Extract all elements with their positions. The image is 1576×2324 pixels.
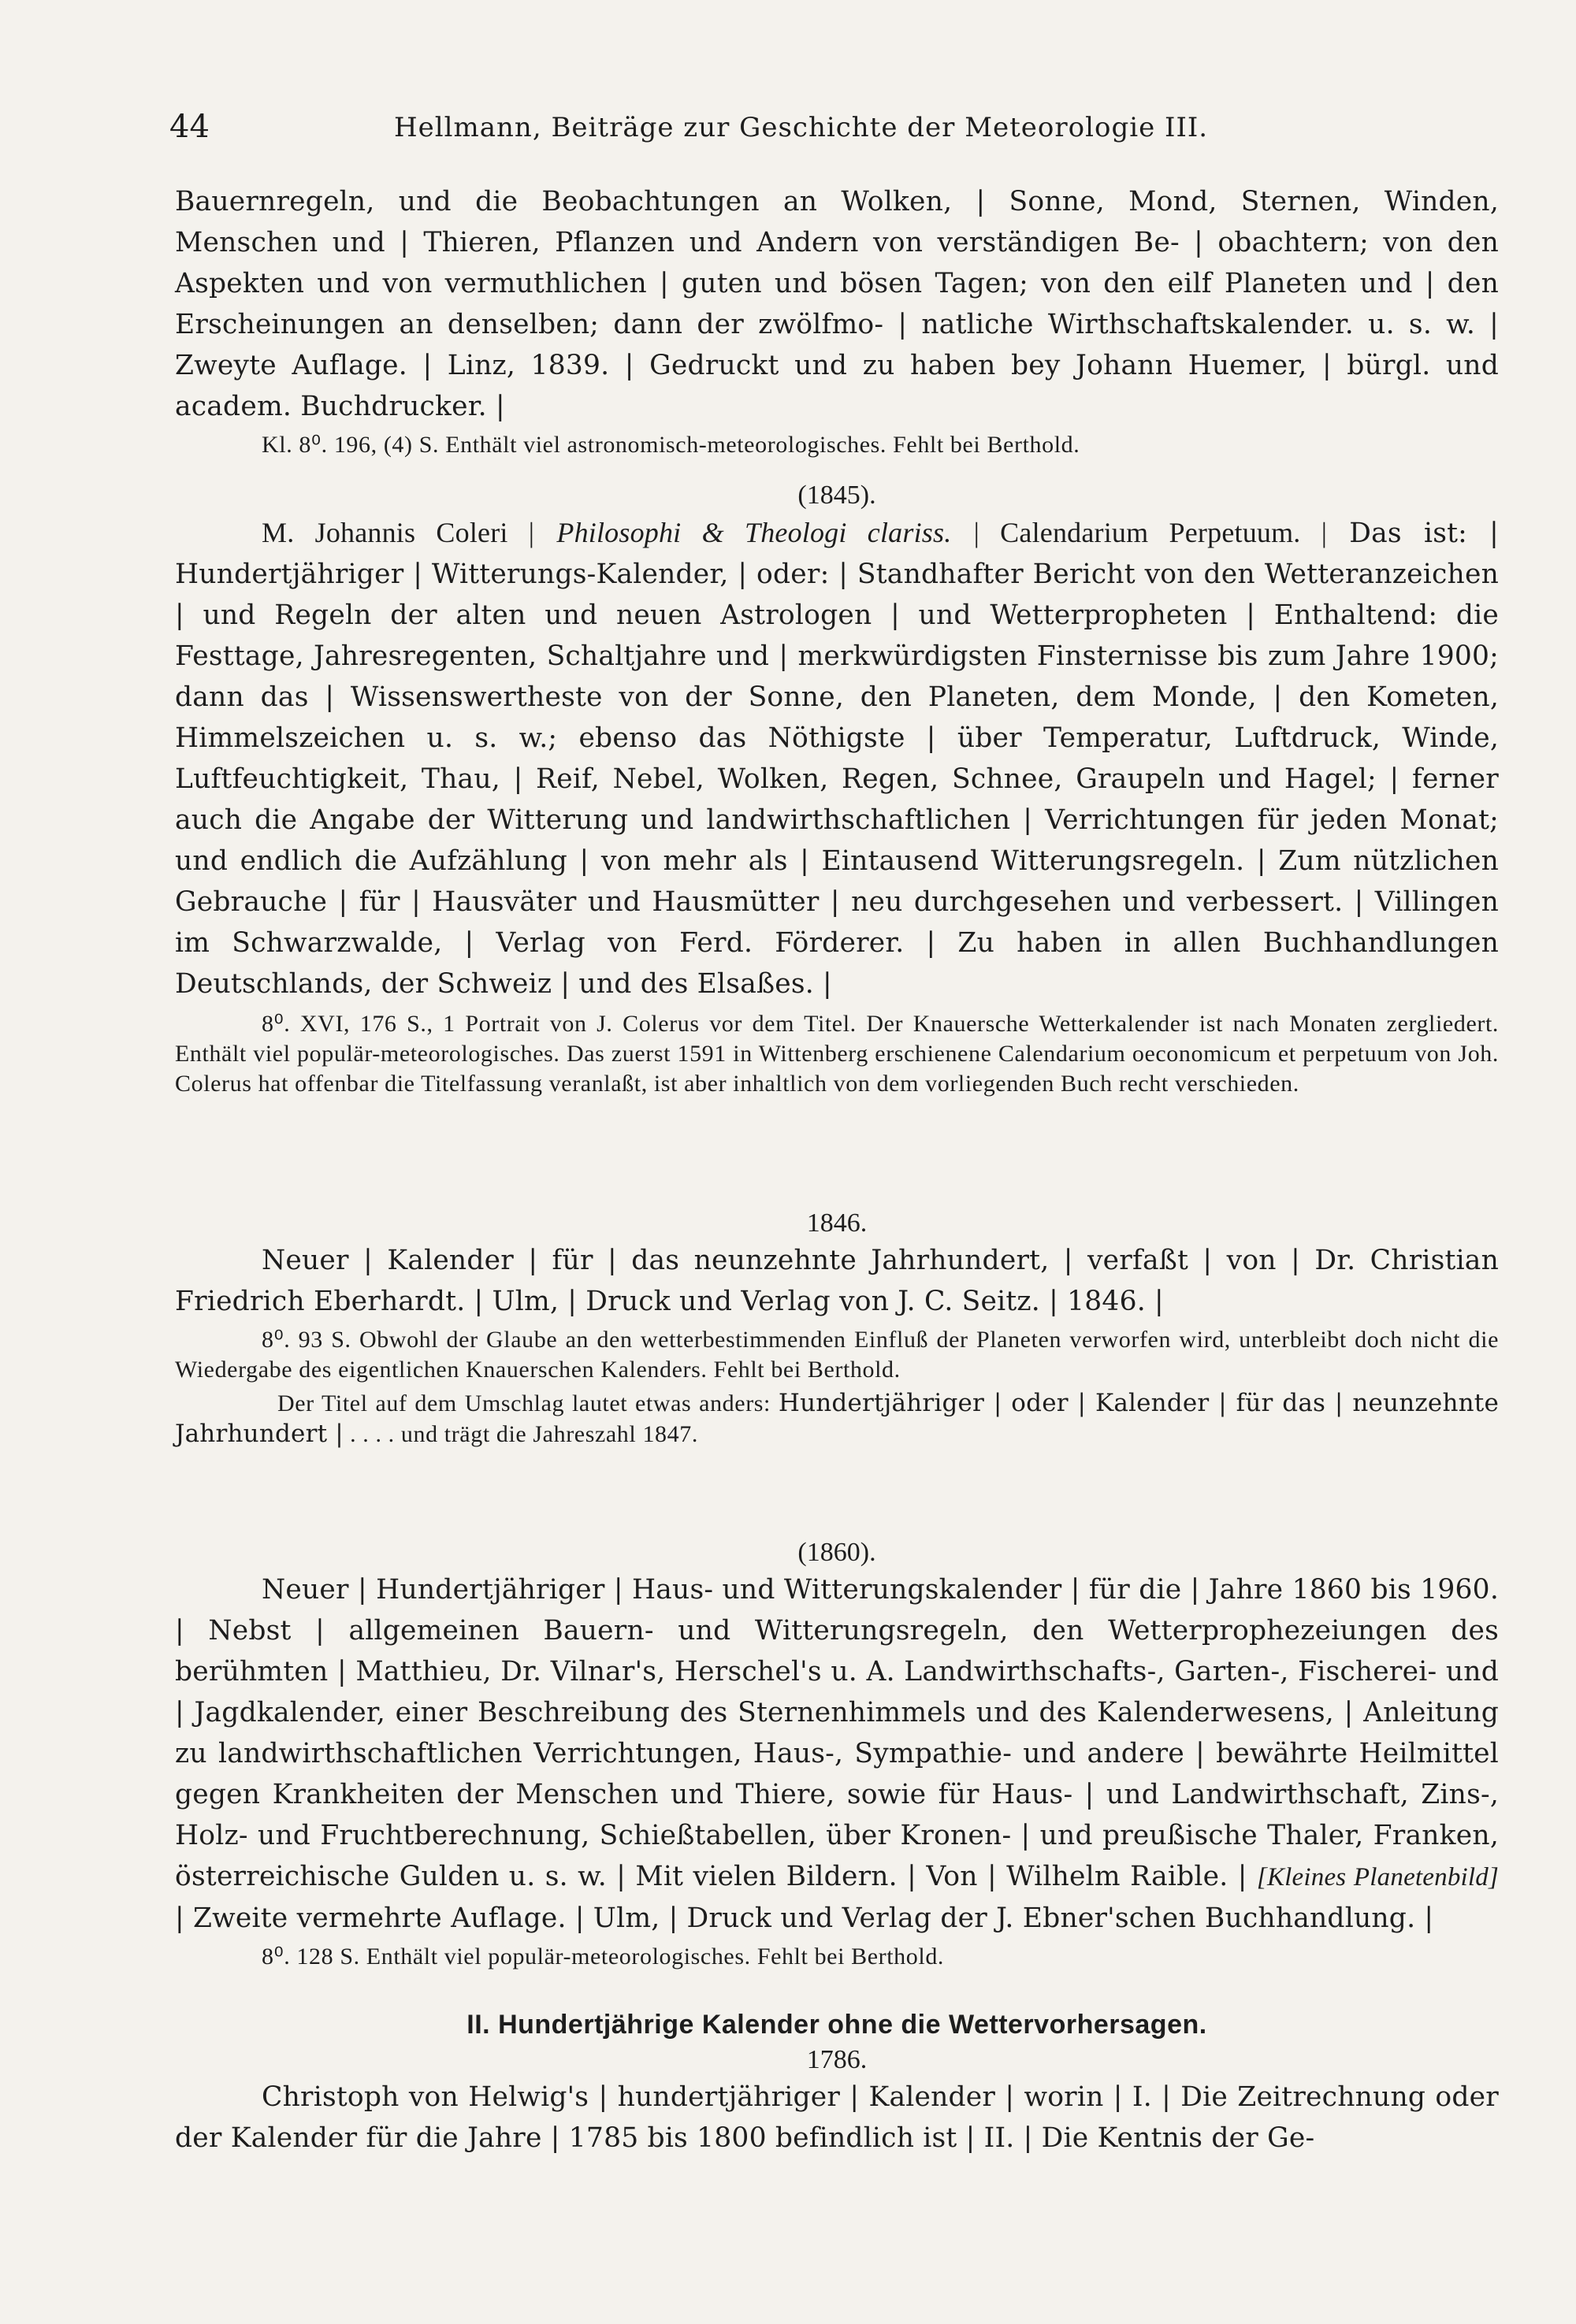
cover-title: Hundertjähriger | oder | Kalender | für das | neunzehnte Jahrhundert | bbox=[175, 1389, 1500, 1448]
entry-year: (1845). bbox=[797, 481, 876, 510]
entry-note: 8⁰. 128 S. Enthält viel populär-meteorologisches. Fehlt bei Berthold. bbox=[262, 1943, 945, 1969]
entry-1846 bbox=[175, 1207, 1499, 1450]
entry-title bbox=[175, 1569, 1499, 1939]
entry-year: (1860). bbox=[797, 1538, 876, 1567]
entry-title bbox=[175, 512, 1499, 1004]
entry-note: 8⁰. XVI, 176 S., 1 Portrait von J. Colerus vor dem Titel. Der Knauersche Wetterkalender ist nach Monaten zergliedert. Enthält viel populär-meteorologisches. Das zuerst 1591 in Wittenberg erschienene Calendarium oeconomicum et perpetuum von Joh. Colerus hat offenbar die Titelfassung veranlaßt, ist aber inhaltlich von dem vorliegenden Buch recht verschieden. bbox=[175, 1011, 1499, 1097]
title-author: M. Johannis Coleri | bbox=[262, 517, 535, 548]
entry-note-cover bbox=[175, 1388, 1499, 1450]
page-number: 44 bbox=[169, 109, 210, 145]
entry-title: Christoph von Helwig's | hundertjähriger | Kalender | worin | I. | Die Zeitrechnung oder der Kalender für die Jahre | 1785 bis 1800 befindlich ist | II. | Die Kentnis der Ge- bbox=[175, 2081, 1499, 2154]
title-end: | Zweite vermehrte Auflage. | Ulm, | Druck und Verlag der J. Ebner'schen Buchhandlung. | bbox=[175, 1903, 1434, 1934]
section-II bbox=[175, 2007, 1499, 2159]
title-image-note: [Kleines Planetenbild] bbox=[1256, 1863, 1500, 1891]
entry-title: Neuer | Kalender | für | das neunzehnte Jahrhundert, | verfaßt | von | Dr. Christian Friedrich Eberhardt. | Ulm, | Druck und Verlag von J. C. Seitz. | 1846. | bbox=[175, 1245, 1499, 1317]
entry-1845 bbox=[175, 479, 1499, 1099]
entry-1860 bbox=[175, 1536, 1499, 1972]
section-heading: II. Hundertjährige Kalender ohne die Wettervorhersagen. bbox=[466, 2010, 1207, 2040]
entry-note: Kl. 8⁰. 196, (4) S. Enthält viel astronomisch-meteorologisches. Fehlt bei Berthold. bbox=[262, 432, 1080, 458]
title-rest: Das ist: | Hundertjähriger | Witterungs-Kalender, | oder: | Standhafter Bericht von den Wetteranzeichen | und Regeln der alten und neuen Astrologen | und Wetterpropheten | Enthaltend: die Festtage, Jahresregenten, Schaltjahre und | merkwürdigsten Finsternisse bis zum Jahre 1900; dann das | Wissenswertheste von der Sonne, den Planeten, dem Monde, | den Kometen, Himmelszeichen u. s. w.; ebenso das Nöthigste | über Temperatur, Luftdruck, Winde, Luftfeuchtigkeit, Thau, | Reif, Nebel, Wolken, Regen, Schnee, Graupeln und Hagel; | ferner auch die Angabe der Witterung und landwirthschaftlichen | Verrichtungen für jeden Monat; und endlich die Aufzählung | von mehr als | Eintausend Witterungsregeln. | Zum nützlichen Gebrauche | für | Hausväter und Hausmütter | neu durchgesehen und verbessert. | Villingen im Schwarzwalde, | Verlag von Ferd. Förderer. | Zu haben in allen Buchhandlungen Deutschlands, der Schweiz | und des Elsaßes. | bbox=[175, 518, 1499, 1000]
page-header bbox=[0, 109, 1576, 148]
title-epithet: Philosophi & Theologi clariss. bbox=[556, 517, 952, 548]
cover-note-lead: Der Titel auf dem Umschlag lautet etwas anders: bbox=[277, 1390, 771, 1416]
title-main: Neuer | Hundertjähriger | Haus- und Witterungskalender | für die | Jahre 1860 bis 1960. | Nebst | allgemeinen Bauern- und Witterungsregeln, den Wetterprophezeiungen des berühmten | Matthieu, Dr. Vilnar's, Herschel's u. A. Landwirthschafts-, Garten-, Fischerei- und | Jagdkalender, einer Beschreibung des Sternenhimmels und des Kalenderwesens, | Anleitung zu landwirthschaftlichen Verrichtungen, Haus-, Sympathie- und andere | bewährte Heilmittel gegen Krankheiten der Menschen und Thiere, sowie für Haus- | und Landwirthschaft, Zins-, Holz- und Fruchtberechnung, Schießtabellen, über Kronen- | und preußische Thaler, Franken, österreichische Gulden u. s. w. | Mit vielen Bildern. | Von | Wilhelm Raible. | bbox=[175, 1574, 1499, 1892]
entry-year: 1786. bbox=[806, 2045, 868, 2074]
entry-continuation bbox=[175, 181, 1499, 460]
entry-year: 1846. bbox=[806, 1208, 868, 1238]
entry-title: Bauernregeln, und die Beobachtungen an Wolken, | Sonne, Mond, Sternen, Winden, Menschen und | Thieren, Pflanzen und Andern von verständigen Be- | obachtern; von den Aspekten und von vermuthlichen | guten und bösen Tagen; von den eilf Planeten und | den Erscheinungen an denselben; dann der zwölfmo- | natliche Wirthschaftskalender. u. s. w. | Zweyte Auflage. | Linz, 1839. | Gedruckt und zu haben bey Johann Huemer, | bürgl. und academ. Buchdrucker. | bbox=[175, 186, 1499, 422]
running-head: Hellmann, Beiträge zur Geschichte der Meteorologie III. bbox=[394, 112, 1209, 143]
title-main: | Calendarium Perpetuum. | bbox=[973, 517, 1328, 548]
cover-note-tail: . . . . und trägt die Jahreszahl 1847. bbox=[350, 1421, 698, 1447]
entry-note: 8⁰. 93 S. Obwohl der Glaube an den wetterbestimmenden Einfluß der Planeten verworfen wird, unterbleibt doch nicht die Wiedergabe des eigentlichen Knauerschen Kalenders. Fehlt bei Berthold. bbox=[175, 1327, 1499, 1383]
